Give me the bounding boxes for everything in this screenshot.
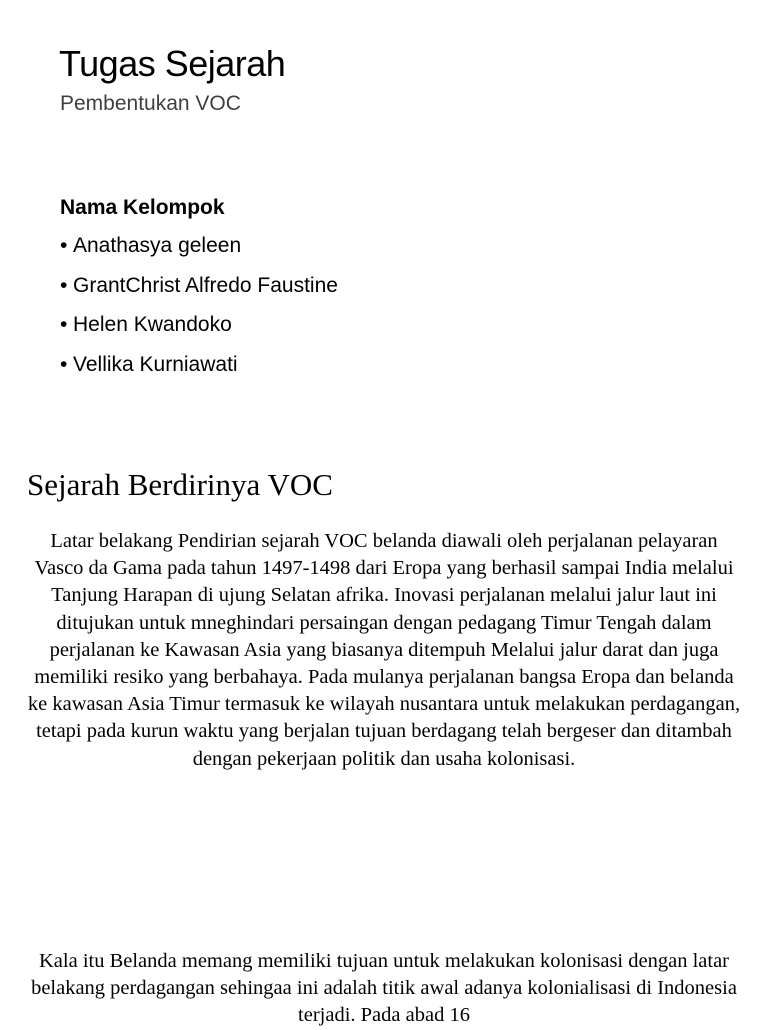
body-paragraph: Latar belakang Pendirian sejarah VOC belanda diawali oleh perjalanan pelayaran Vasco da Gama pada tahun 1497-1498 dari Eropa yang berhasil sampai India melalui Tanjung Harapan di ujung Selatan afrika. Inovasi perjalanan melalui jalur laut ini ditujukan untuk mneghindari persaingan dengan pedagang Timur Tengah dalam perjalanan ke Kawasan Asia yang biasanya ditempuh Melalui jalur darat dan juga memiliki resiko yang berbahaya. Pada mulanya perjalanan bangsa Eropa dan belanda ke kawasan Asia Timur termasuk ke wilayah nusantara untuk melakukan perdagangan, tetapi pada kurun waktu yang berjalan tujuan berdagang telah bergeser dan ditambah dengan pekerjaan politik dan usaha kolonisasi. — [27, 530, 741, 770]
bullet-icon: • — [60, 313, 68, 336]
group-heading: Nama Kelompok — [60, 196, 225, 219]
section-title: Sejarah Berdirinya VOC — [27, 467, 333, 502]
member-name: GrantChrist Alfredo Faustine — [73, 273, 338, 297]
member-list — [60, 232, 338, 390]
member-name: Helen Kwandoko — [73, 313, 232, 336]
bullet-icon: • — [60, 273, 68, 297]
member-item — [60, 232, 338, 272]
slide-subtitle: Pembentukan VOC — [60, 92, 241, 115]
member-item — [60, 272, 338, 312]
bullet-icon: • — [60, 352, 68, 376]
member-name: Vellika Kurniawati — [73, 352, 238, 376]
body-paragraph: Kala itu Belanda memang memiliki tujuan untuk melakukan kolonisasi dengan latar belakang perdagangan sehingaa ini adalah titik awal adanya kolonialisasi di Indonesia terjadi. Pada abad 16 — [31, 950, 737, 1027]
slide-title: Tugas Sejarah — [59, 43, 286, 84]
member-item — [60, 311, 338, 351]
member-name: Anathasya geleen — [73, 234, 242, 257]
bullet-icon: • — [60, 234, 68, 257]
member-item — [60, 351, 338, 391]
